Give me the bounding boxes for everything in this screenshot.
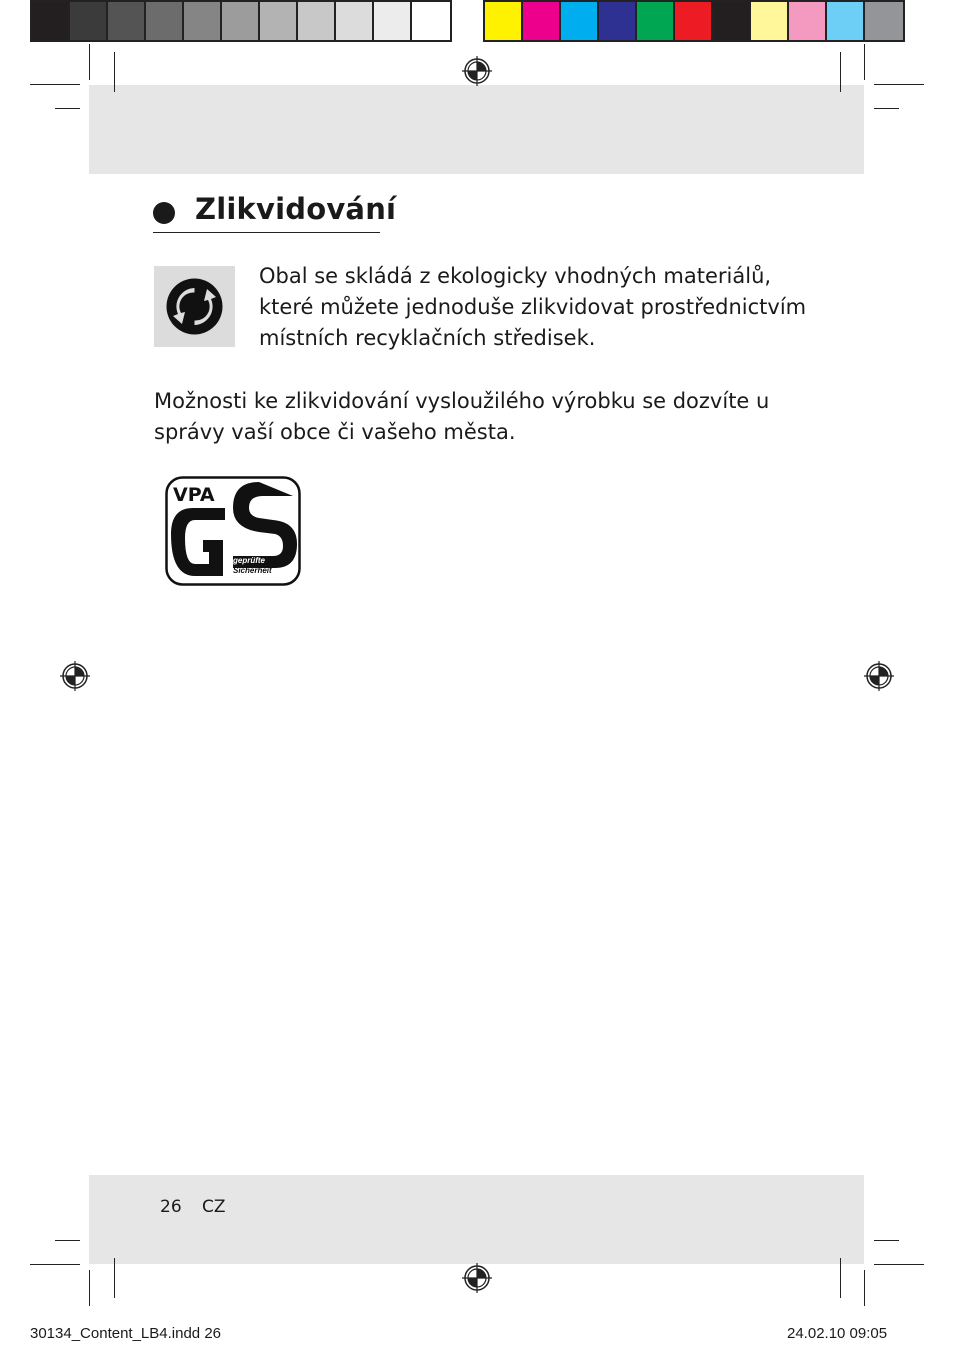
disposal-paragraph: Možnosti ke zlikvidování vysloužilého výrobku se dozvíte u správy vaší obce či vašeho města.	[154, 389, 770, 444]
language-code: CZ	[202, 1197, 226, 1217]
color-swatch	[412, 2, 450, 40]
color-swatch	[561, 2, 599, 40]
color-swatch	[751, 2, 789, 40]
crop-mark	[874, 1240, 899, 1241]
crop-mark	[840, 1258, 841, 1298]
footer-band	[89, 1175, 864, 1264]
color-swatch	[865, 2, 903, 40]
color-swatch	[32, 2, 70, 40]
crop-mark	[30, 1264, 80, 1265]
registration-mark-icon	[864, 661, 894, 691]
crop-mark	[89, 1270, 90, 1306]
color-swatch	[108, 2, 146, 40]
header-band	[89, 85, 864, 174]
recycling-icon	[154, 266, 235, 347]
registration-mark-icon	[462, 1263, 492, 1293]
heading-text: Zlikvidování	[195, 192, 397, 226]
crop-mark	[30, 84, 80, 85]
crop-mark	[864, 44, 865, 80]
crop-mark	[874, 84, 924, 85]
svg-text:geprüfte: geprüfte	[233, 556, 265, 565]
crop-mark	[874, 1264, 924, 1265]
color-swatch	[523, 2, 561, 40]
slug-datetime: 24.02.10 09:05	[787, 1325, 888, 1342]
page-number: 26	[160, 1197, 182, 1217]
grayscale-color-bar	[30, 0, 452, 42]
svg-text:VPA: VPA	[173, 484, 215, 506]
bullet-icon	[153, 202, 175, 224]
color-calibration-bar	[483, 0, 905, 42]
svg-text:Sicherheit: Sicherheit	[233, 566, 272, 575]
crop-mark	[114, 1258, 115, 1298]
color-swatch	[298, 2, 336, 40]
crop-mark	[89, 44, 90, 80]
color-swatch	[146, 2, 184, 40]
gs-safety-logo	[165, 476, 301, 586]
color-swatch	[599, 2, 637, 40]
color-swatch	[827, 2, 865, 40]
color-swatch	[675, 2, 713, 40]
color-swatch	[637, 2, 675, 40]
crop-mark	[864, 1270, 865, 1306]
color-swatch	[713, 2, 751, 40]
color-swatch	[485, 2, 523, 40]
section-heading	[153, 192, 397, 233]
color-swatch	[70, 2, 108, 40]
registration-mark-icon	[462, 56, 492, 86]
crop-mark	[874, 108, 899, 109]
crop-mark	[114, 52, 115, 92]
color-swatch	[374, 2, 412, 40]
color-swatch	[260, 2, 298, 40]
color-swatch	[336, 2, 374, 40]
color-swatch	[789, 2, 827, 40]
packaging-paragraph: Obal se skládá z ekologicky vhodných materiálů, které můžete jednoduše zlikvidovat prostřednictvím místních recyklačních středisek.	[259, 264, 807, 350]
slug-filename: 30134_Content_LB4.indd 26	[30, 1325, 222, 1342]
color-swatch	[184, 2, 222, 40]
registration-mark-icon	[60, 661, 90, 691]
crop-mark	[55, 108, 80, 109]
color-swatch	[222, 2, 260, 40]
crop-mark	[55, 1240, 80, 1241]
crop-mark	[840, 52, 841, 92]
